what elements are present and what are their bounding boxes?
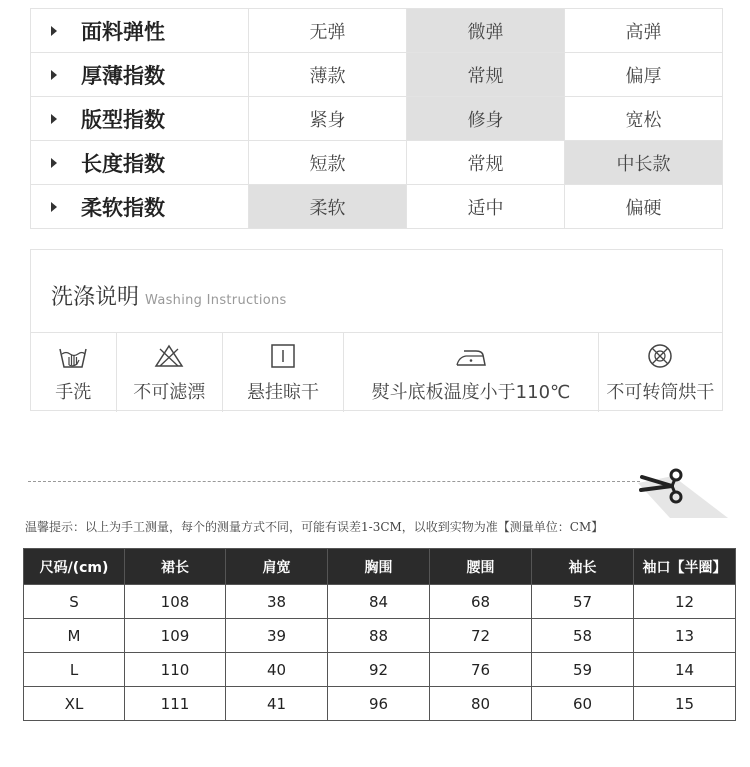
table-cell: 57 — [532, 585, 634, 619]
attribute-option: 适中 — [407, 185, 565, 229]
attribute-name-cell — [31, 185, 249, 229]
attribute-option-selected: 柔软 — [249, 185, 407, 229]
washing-title-en: Washing Instructions — [145, 293, 287, 308]
attribute-name: 长度指数 — [81, 151, 165, 176]
table-cell: 58 — [532, 619, 634, 653]
fabric-attributes-table — [30, 8, 723, 229]
washing-instructions-box — [30, 249, 723, 411]
attribute-option-selected: 常规 — [407, 53, 565, 97]
wash-label: 不可转筒烘干 — [606, 382, 715, 403]
table-cell: 108 — [125, 585, 226, 619]
attribute-name: 柔软指数 — [81, 195, 165, 220]
iron-icon — [344, 343, 598, 369]
triangle-right-icon — [51, 26, 57, 36]
attribute-name-cell — [31, 141, 249, 185]
attribute-row-thickness — [31, 53, 723, 97]
table-cell: 72 — [430, 619, 532, 653]
wash-item-no-tumble-dry — [599, 333, 722, 412]
table-cell: 59 — [532, 653, 634, 687]
attribute-option: 紧身 — [249, 97, 407, 141]
washing-title-cn: 洗涤说明 — [51, 285, 140, 310]
triangle-right-icon — [51, 70, 57, 80]
attribute-option: 常规 — [407, 141, 565, 185]
attribute-option-selected: 中长款 — [565, 141, 723, 185]
wash-item-hang-dry — [223, 333, 344, 412]
no-tumble-dry-icon — [599, 343, 722, 369]
size-table-header-row — [24, 549, 736, 585]
attribute-row-elasticity — [31, 9, 723, 53]
table-cell: 38 — [226, 585, 328, 619]
attribute-option: 偏硬 — [565, 185, 723, 229]
wash-item-iron — [344, 333, 599, 412]
header-waist: 腰围 — [430, 549, 532, 585]
attribute-option: 偏厚 — [565, 53, 723, 97]
attribute-name-cell — [31, 53, 249, 97]
attribute-option: 无弹 — [249, 9, 407, 53]
attribute-name: 面料弹性 — [81, 19, 165, 44]
washing-title — [51, 280, 287, 311]
triangle-right-icon — [51, 114, 57, 124]
wash-label: 悬挂晾干 — [247, 382, 320, 403]
size-table — [23, 548, 736, 721]
table-cell: 110 — [125, 653, 226, 687]
table-row — [24, 585, 736, 619]
no-bleach-icon — [117, 343, 222, 369]
triangle-right-icon — [51, 202, 57, 212]
table-row — [24, 653, 736, 687]
table-cell: M — [24, 619, 125, 653]
attribute-option: 宽松 — [565, 97, 723, 141]
header-chest: 胸围 — [328, 549, 430, 585]
table-cell: L — [24, 653, 125, 687]
table-row — [24, 687, 736, 721]
wash-item-hand-wash — [31, 333, 117, 412]
table-cell: 76 — [430, 653, 532, 687]
table-cell: 88 — [328, 619, 430, 653]
header-sleeve-length: 袖长 — [532, 549, 634, 585]
table-cell: 68 — [430, 585, 532, 619]
wash-item-no-bleach — [117, 333, 223, 412]
attribute-name: 版型指数 — [81, 107, 165, 132]
header-cuff: 袖口【半圈】 — [634, 549, 736, 585]
table-cell: 84 — [328, 585, 430, 619]
triangle-right-icon — [51, 158, 57, 168]
table-cell: 111 — [125, 687, 226, 721]
attribute-option-selected: 微弹 — [407, 9, 565, 53]
table-cell: 80 — [430, 687, 532, 721]
table-cell: 92 — [328, 653, 430, 687]
table-cell: 96 — [328, 687, 430, 721]
wash-label: 熨斗底板温度小于110℃ — [371, 382, 571, 403]
table-cell: 60 — [532, 687, 634, 721]
attribute-option: 薄款 — [249, 53, 407, 97]
table-cell: 12 — [634, 585, 736, 619]
attribute-option-selected: 修身 — [407, 97, 565, 141]
attribute-name: 厚薄指数 — [81, 63, 165, 88]
table-cell: XL — [24, 687, 125, 721]
attribute-option: 短款 — [249, 141, 407, 185]
dashed-cut-line — [28, 481, 640, 482]
hand-wash-icon — [31, 343, 116, 369]
table-cell: 41 — [226, 687, 328, 721]
header-shoulder: 肩宽 — [226, 549, 328, 585]
attribute-row-fit — [31, 97, 723, 141]
wash-label: 手洗 — [55, 382, 92, 403]
table-cell: 13 — [634, 619, 736, 653]
washing-icons-row — [31, 332, 722, 412]
table-row — [24, 619, 736, 653]
attribute-option: 高弹 — [565, 9, 723, 53]
table-cell: S — [24, 585, 125, 619]
attribute-name-cell — [31, 9, 249, 53]
header-dress-length: 裙长 — [125, 549, 226, 585]
table-cell: 39 — [226, 619, 328, 653]
table-cell: 109 — [125, 619, 226, 653]
attribute-row-softness — [31, 185, 723, 229]
hang-dry-icon — [223, 343, 343, 369]
table-cell: 40 — [226, 653, 328, 687]
attribute-name-cell — [31, 97, 249, 141]
header-size: 尺码/(cm) — [24, 549, 125, 585]
attribute-row-length — [31, 141, 723, 185]
wash-label: 不可滤漂 — [133, 382, 206, 403]
scissors-icon — [628, 462, 728, 526]
table-cell: 14 — [634, 653, 736, 687]
table-cell: 15 — [634, 687, 736, 721]
measurement-note: 温馨提示：以上为手工测量，每个的测量方式不同，可能有误差1-3CM，以收到实物为准【测量单位：CM】 — [25, 520, 604, 534]
